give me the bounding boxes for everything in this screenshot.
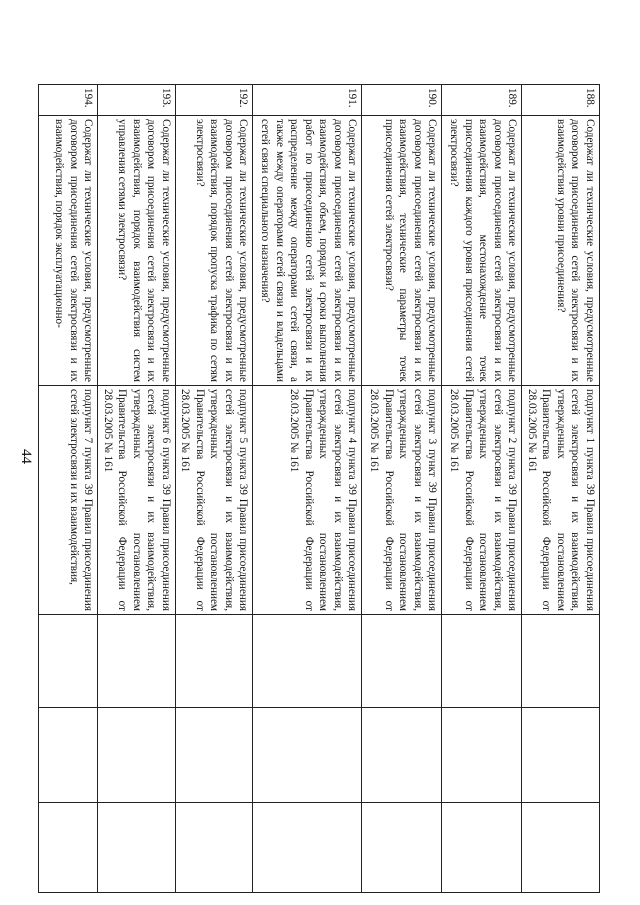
empty-cell [39,803,98,893]
row-number: 193. [98,85,176,116]
reference-cell: подпункт 7 пункта 39 Правил присоединения сетей электросвязи и их взаимодействия, [39,386,98,615]
question-cell: Содержат ли технические условия, предусмотренные договором присоединения сетей электросвязи и их взаимодействия, порядок пропуска трафика по сетям электросвязи? [176,116,254,386]
empty-cell [176,615,254,708]
question-cell: Содержат ли технические условия, предусмотренные договором присоединения сетей электросвязи и их взаимодействия, объем, порядок и сроки выполнения работ по присоединению сетей электросвязи и их распределение между операторами сетей связи, а также между операторами сетей связи и владельцами сетей связи специального назначения? [253,116,362,386]
question-cell: Содержат ли технические условия, предусмотренные договором присоединения сетей электросвязи и их взаимодействия, местонахождение точек присоединения каждого уровня присоединения сетей электросвязи? [442,116,522,386]
empty-cell [362,803,442,893]
reference-cell: подпункт 5 пункта 39 Правил присоединения сетей электросвязи и их взаимодействия, утвержденных постановлением Правительства Российской Федерации от 28.03.2005 № 161 [176,386,254,615]
empty-cell [176,803,254,893]
empty-cell [442,708,522,803]
page-number: 44 [18,449,34,464]
row-number: 191. [253,85,362,116]
table-row [253,85,362,893]
empty-cell [98,803,176,893]
row-number: 189. [442,85,522,116]
empty-cell [98,615,176,708]
row-number: 194. [39,85,98,116]
question-cell: Содержат ли технические условия, предусмотренные договором присоединения сетей электросвязи и их взаимодействия, порядок взаимодействия систем управления сетями электросвязи? [98,116,176,386]
table-row [362,85,442,893]
reference-cell: подпункт 4 пункта 39 Правил присоединения сетей электросвязи и их взаимодействия, утвержденных постановлением Правительства Российской Федерации от 28.03.2005 № 161 [253,386,362,615]
empty-cell [522,803,600,893]
empty-cell [362,708,442,803]
empty-cell [362,615,442,708]
table-row [98,85,176,893]
empty-cell [253,615,362,708]
checklist-table [39,84,601,893]
table-row [442,85,522,893]
empty-cell [253,708,362,803]
empty-cell [176,708,254,803]
question-cell: Содержат ли технические условия, предусмотренные договором присоединения сетей электросвязи и их взаимодействия, технические параметры точек присоединения сетей электросвязи? [362,116,442,386]
reference-cell: подпункт 2 пункта 39 Правил присоединения сетей электросвязи и их взаимодействия, утвержденных постановлением Правительства Российской Федерации от 28.03.2005 № 161 [442,386,522,615]
empty-cell [253,803,362,893]
empty-cell [522,615,600,708]
empty-cell [98,708,176,803]
table-row [176,85,254,893]
reference-cell: подпункт 6 пункта 39 Правил присоединения сетей электросвязи и их взаимодействия, утвержденных постановлением Правительства Российской Федерации от 28.03.2005 № 161 [98,386,176,615]
row-number: 190. [362,85,442,116]
rotated-page [39,84,601,893]
reference-cell: подпункт 3 пункт 39 Правил присоединения сетей электросвязи и их взаимодействия, утвержденных постановлением Правительства Российской Федерации от 28.03.2005 № 161 [362,386,442,615]
table-row [522,85,600,893]
empty-cell [442,615,522,708]
reference-cell: подпункт 1 пункта 39 Правил присоединения сетей электросвязи и их взаимодействия, утвержденных постановлением Правительства Российской Федерации от 28.03.2005 № 161 [522,386,600,615]
table-row [39,85,98,893]
empty-cell [39,615,98,708]
question-cell: Содержат ли технические условия, предусмотренные договором присоединения сетей электросвязи и их взаимодействия уровни присоединения? [522,116,600,386]
row-number: 192. [176,85,254,116]
empty-cell [442,803,522,893]
empty-cell [39,708,98,803]
empty-cell [522,708,600,803]
question-cell: Содержат ли технические условия, предусмотренные договором присоединения сетей электросвязи и их взаимодействия, порядок эксплуатационно- [39,116,98,386]
row-number: 188. [522,85,600,116]
